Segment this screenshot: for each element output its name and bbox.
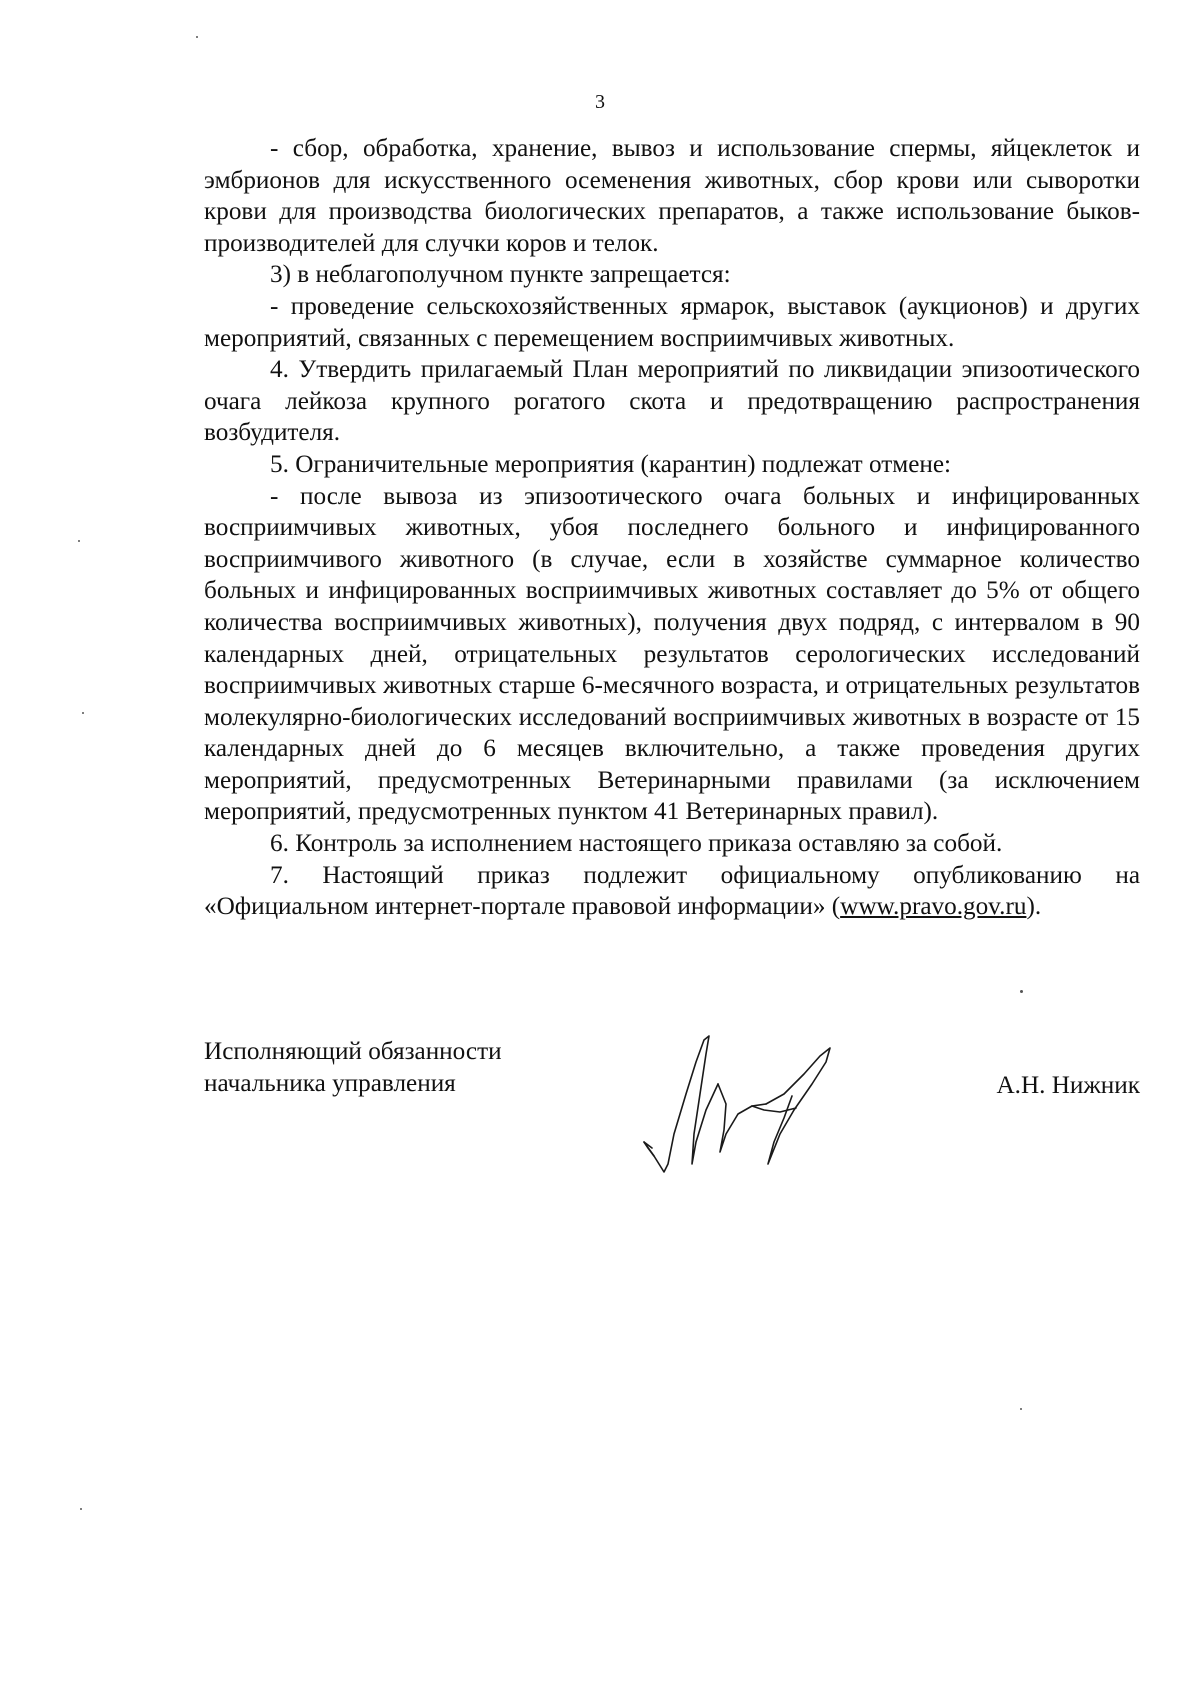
signatory-position-line2: начальника управления <box>204 1070 456 1097</box>
pravo-gov-link[interactable]: www.pravo.gov.ru <box>840 893 1027 921</box>
paragraph-fairs-prohibited: - проведение сельскохозяйственных ярмарок, выставок (аукционов) и других мероприятий, связанных с перемещением восприимчивых животных. <box>204 292 1140 352</box>
publication-text-end: ). <box>1026 893 1042 921</box>
paragraph-approve-plan: 4. Утвердить прилагаемый План мероприятий по ликвидации эпизоотического очага лейкоза крупного рогатого скота и предотвращению распространения возбудителя. <box>204 356 1140 447</box>
paragraph-prohibited-heading: 3) в неблагополучном пункте запрещается: <box>270 261 731 289</box>
paragraph-publication <box>204 860 1140 923</box>
publication-text: 7. Настоящий приказ подлежит официальному опубликованию на «Официальном интернет-портале правовой информации» ( <box>204 861 1140 921</box>
scan-speck <box>80 1508 82 1510</box>
paragraph-quarantine-cancel: 5. Ограничительные мероприятия (карантин) подлежат отмене: <box>270 450 952 478</box>
signatory-position <box>204 1036 604 1100</box>
paragraph-semen-collection: - сбор, обработка, хранение, вывоз и использование спермы, яйцеклеток и эмбрионов для искусственного осеменения животных, сбор крови или сыворотки крови для производства биологических препаратов, а также использование быков-производителей для случки коров и телок. <box>204 135 1140 257</box>
handwritten-signature <box>634 1014 864 1184</box>
signatory-name: А.Н. Нижник <box>996 1072 1140 1099</box>
signature-block <box>204 1036 1140 1196</box>
signatory-position-line1: Исполняющий обязанности <box>204 1038 502 1065</box>
document-body <box>204 133 1140 923</box>
scan-speck <box>1020 1408 1022 1410</box>
scan-speck <box>82 712 84 714</box>
scan-speck <box>196 36 198 38</box>
paragraph-control: 6. Контроль за исполнением настоящего приказа оставляю за собой. <box>270 830 1003 858</box>
scan-speck <box>78 540 80 542</box>
page-number: 3 <box>595 91 605 113</box>
paragraph-cancel-conditions: - после вывоза из эпизоотического очага больных и инфицированных восприимчивых животных, убоя последнего больного и инфицированного восприимчивого животного (в случае, если в хозяйстве суммарное количество больных и инфицированных восприимчивых животных составляет до 5% от общего количества восприимчивых животных), получения двух подряд, с интервалом в 90 календарных дней, отрицательных результатов серологических исследований восприимчивых животных старше 6-месячного возраста, и отрицательных результатов молекулярно-биологических исследований восприимчивых животных в возрасте от 15 календарных дней до 6 месяцев включительно, а также проведения других мероприятий, предусмотренных Ветеринарными правилами (за исключением мероприятий, предусмотренных пунктом 41 Ветеринарных правил). <box>204 482 1140 826</box>
scan-speck <box>1020 990 1023 993</box>
